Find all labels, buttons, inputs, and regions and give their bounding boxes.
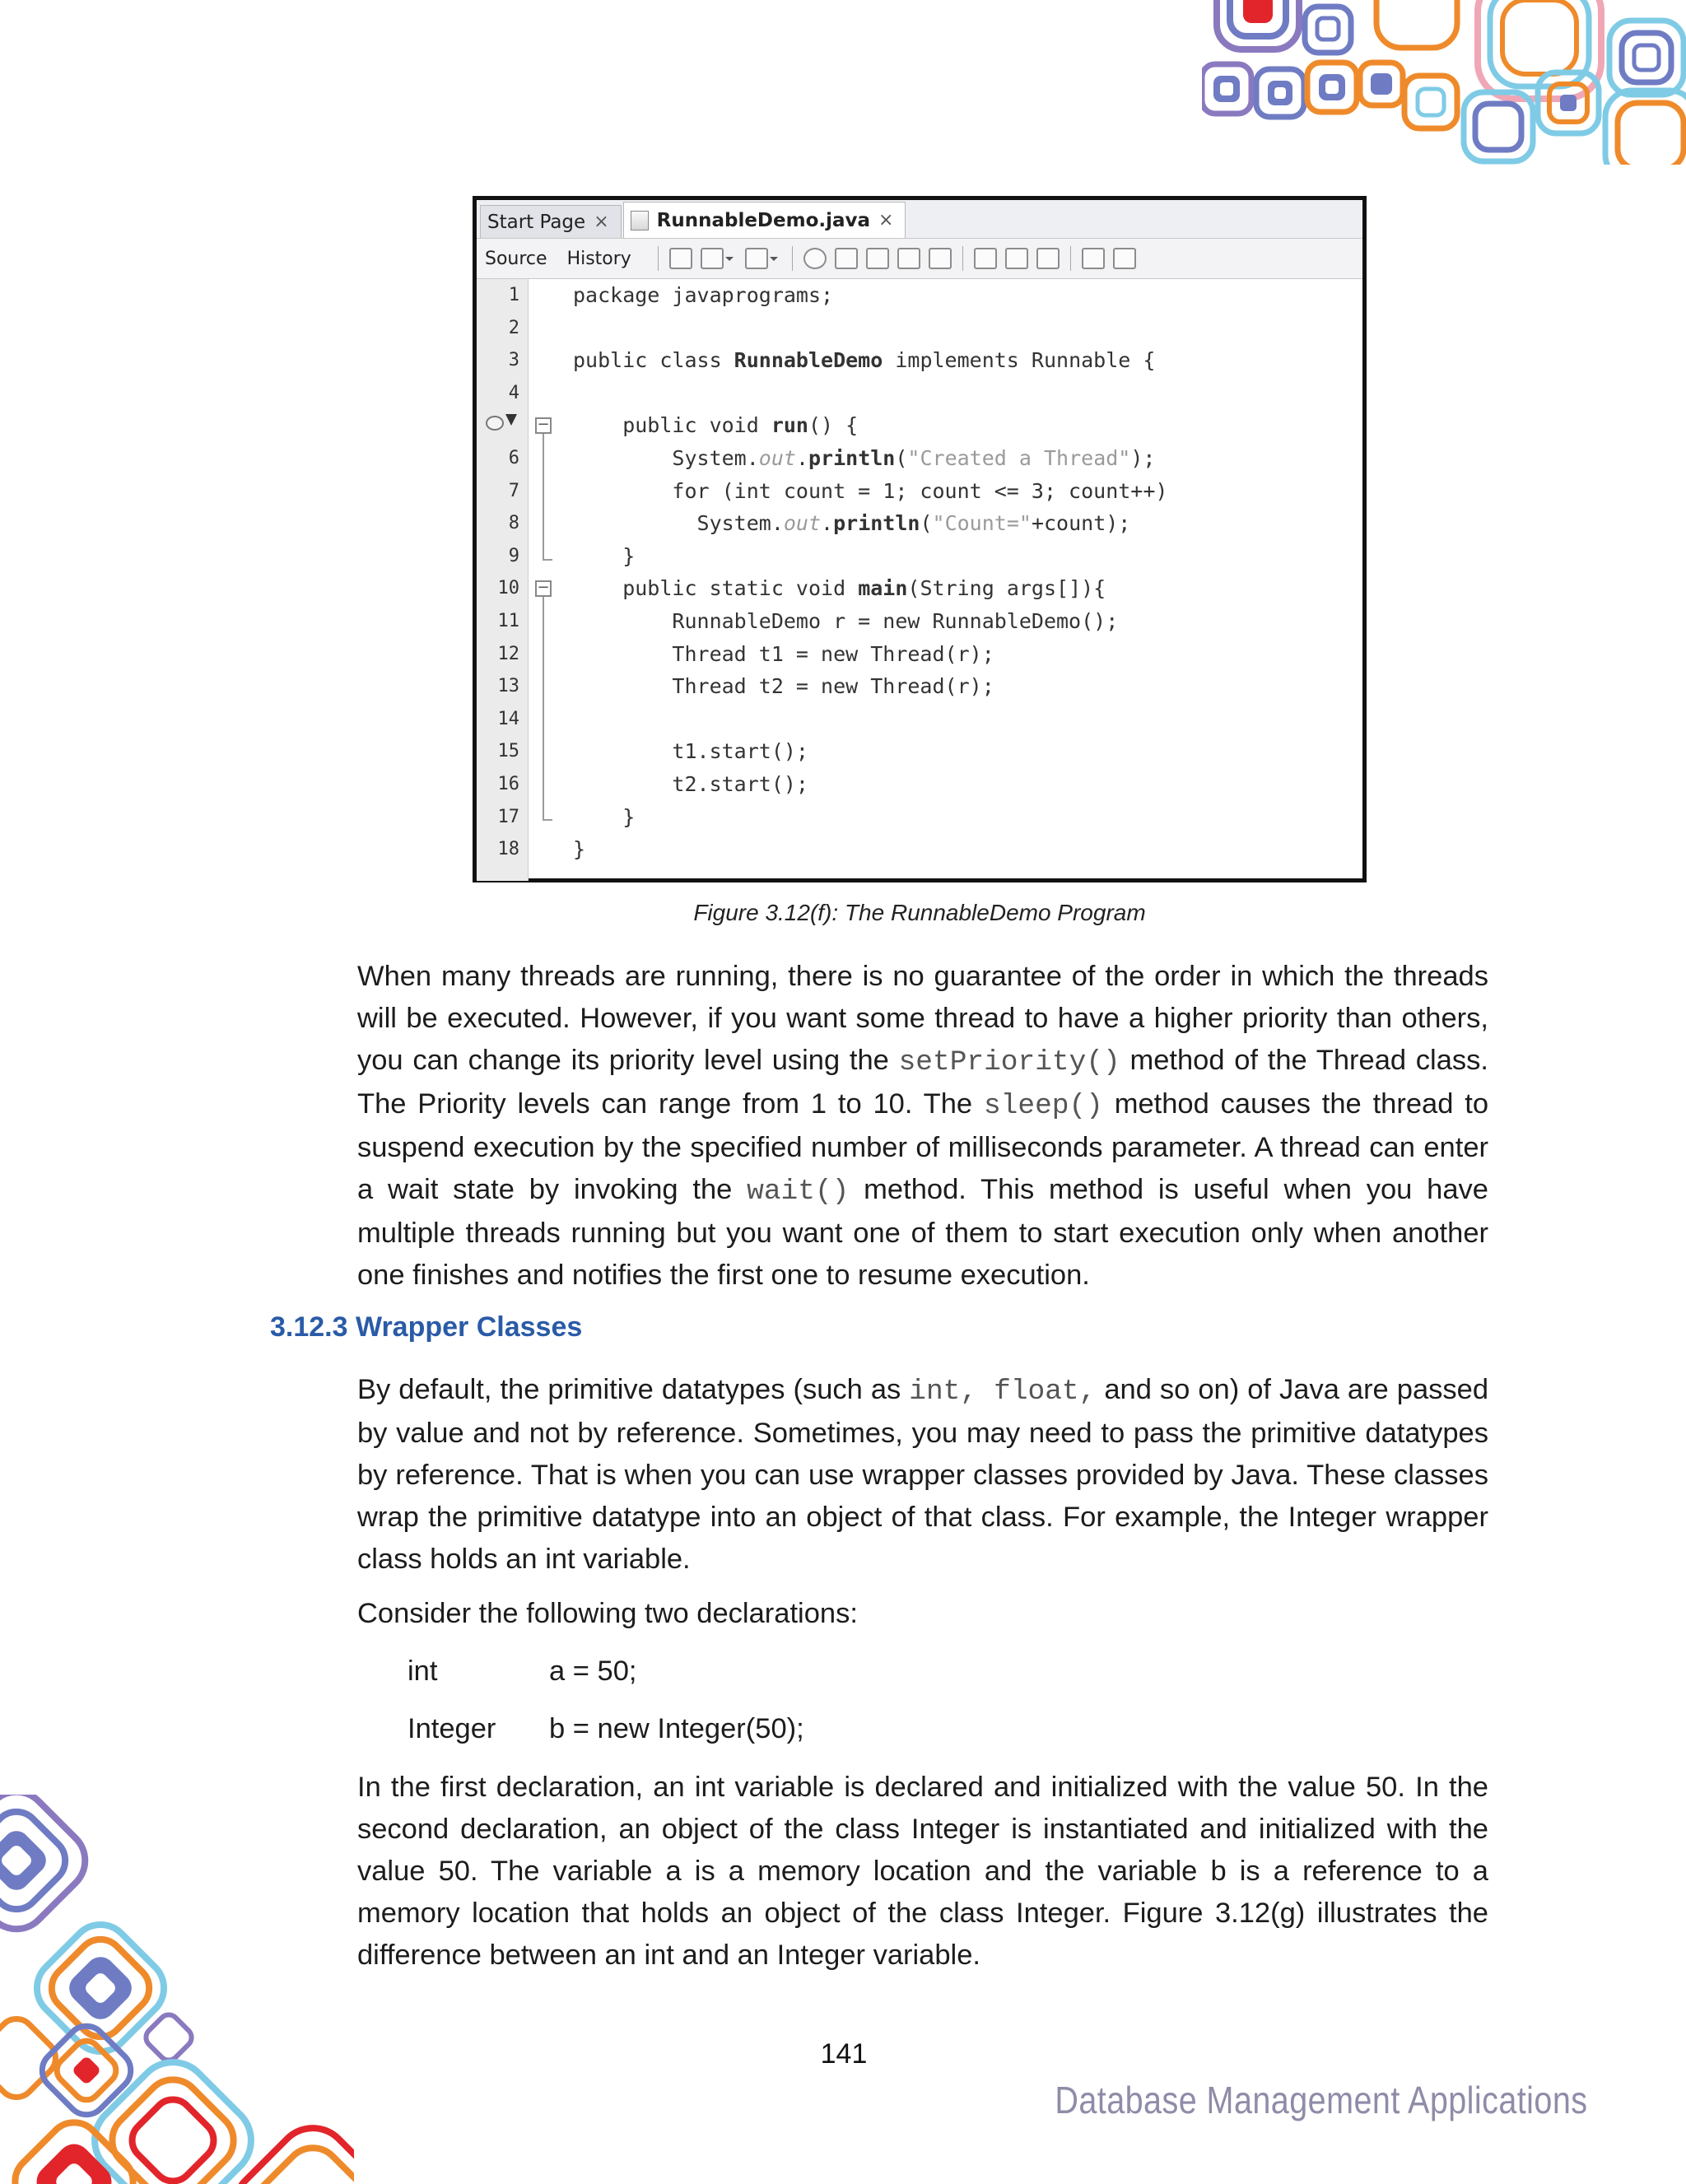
line-number: 12	[497, 643, 519, 664]
arrow-down-icon	[505, 414, 517, 426]
decl-code: a = 50;	[549, 1655, 637, 1687]
code-line: package javaprograms;	[573, 283, 834, 307]
code-line: Thread t1 = new Thread(r);	[573, 641, 994, 666]
find-previous-icon[interactable]	[835, 248, 858, 269]
rectangular-selection-icon[interactable]	[929, 248, 952, 269]
last-edit-icon[interactable]	[669, 248, 692, 269]
source-tab[interactable]: Source	[485, 248, 547, 269]
tab-start-page[interactable]	[480, 205, 622, 238]
paragraph-wrapper-intro	[357, 1369, 1488, 1581]
java-file-icon	[631, 211, 649, 231]
history-tab[interactable]: History	[566, 248, 631, 269]
fold-column	[529, 279, 561, 881]
close-icon[interactable]: ×	[878, 210, 894, 231]
fold-guide	[543, 819, 552, 821]
fold-toggle-icon[interactable]: −	[535, 580, 552, 597]
toggle-highlight-icon[interactable]	[897, 248, 920, 269]
toolbar-separator	[792, 246, 793, 271]
code-line: public class RunnableDemo implements Runnable {	[573, 348, 1156, 373]
inline-code: float,	[994, 1376, 1097, 1408]
inline-code: setPriority()	[898, 1046, 1120, 1078]
text: method. This method is useful when you have multiple threads running but you want one of them to start execution only when another one finishes and notifies the first one to resume execution.	[357, 1174, 1488, 1291]
previous-bookmark-icon[interactable]	[974, 248, 997, 269]
tab-runnabledemo-java[interactable]	[623, 202, 906, 238]
line-number: 4	[508, 382, 519, 403]
toggle-bookmark-icon[interactable]	[1036, 248, 1060, 269]
shift-right-icon[interactable]	[1113, 248, 1136, 269]
text: and so on) of Java are passed by value and not by reference. Sometimes, you may need to pass the primitive datatypes by reference. That is when you can use wrapper classes provided by Java. These classes wrap the primitive datatype into an object of that class. For example, the Integer wrapper class holds an int variable.	[357, 1374, 1489, 1575]
line-number: 14	[497, 708, 519, 729]
code-line: RunnableDemo r = new RunnableDemo();	[573, 608, 1119, 633]
line-number: 6	[508, 447, 519, 468]
section-heading: 3.12.3 Wrapper Classes	[270, 1311, 583, 1343]
code-line: public static void main(String args[]){	[573, 576, 1106, 601]
code-text[interactable]	[561, 279, 1362, 881]
line-number: 9	[508, 545, 519, 566]
text: When many threads are running, there is no guarantee of the order in which the threads will be executed. However, if you want some thread to have a higher priority than others, you can change its priority level using the	[357, 961, 1488, 1076]
tab-label: Start Page	[487, 211, 586, 233]
code-line: System.out.println("Created a Thread");	[573, 445, 1156, 470]
inline-code: int,	[909, 1376, 978, 1408]
implements-method-icon[interactable]	[486, 416, 504, 431]
line-number: 13	[497, 676, 519, 697]
line-number: 17	[497, 806, 519, 827]
decl-code: b = new Integer(50);	[549, 1713, 804, 1744]
ide-screenshot	[473, 196, 1367, 882]
code-line: System.out.println("Count="+count);	[573, 511, 1131, 536]
declaration-int	[408, 1651, 636, 1693]
line-number: 10	[497, 578, 519, 599]
line-number: 11	[497, 610, 519, 631]
code-line	[573, 377, 1362, 410]
fold-guide	[543, 597, 544, 819]
page-number: 141	[820, 2038, 868, 2070]
back-icon[interactable]	[701, 248, 724, 269]
decl-type: int	[408, 1655, 438, 1687]
code-line: }	[573, 543, 636, 568]
toolbar-separator	[658, 246, 659, 271]
toolbar-separator	[962, 246, 963, 271]
editor-toolbar	[477, 239, 1362, 279]
code-line	[573, 312, 1362, 345]
figure-caption: Figure 3.12(f): The RunnableDemo Program	[693, 900, 1146, 925]
code-line: t1.start();	[573, 739, 808, 764]
tab-label: RunnableDemo.java	[656, 209, 871, 231]
decorative-squares-bottom	[0, 1795, 354, 2184]
line-number: 7	[508, 480, 519, 501]
find-icon[interactable]	[803, 248, 827, 269]
inline-code: wait()	[747, 1176, 850, 1208]
code-line: Thread t2 = new Thread(r);	[573, 674, 994, 699]
code-line: public void run() {	[573, 413, 859, 438]
close-icon[interactable]: ×	[594, 212, 609, 232]
find-next-icon[interactable]	[866, 248, 889, 269]
next-bookmark-icon[interactable]	[1005, 248, 1028, 269]
line-number: 8	[508, 513, 519, 534]
line-number: 2	[508, 317, 519, 338]
code-line: }	[573, 804, 636, 829]
decl-type: Integer	[408, 1713, 496, 1744]
line-number-gutter	[477, 279, 529, 881]
fold-guide	[543, 434, 544, 559]
code-line: }	[573, 837, 586, 862]
paragraph-declarations-explained: In the first declaration, an int variable is declared and initialized with the value 50. In the second declaration, an object of the class Integer is instantiated and initialized with the value 50. The variable a is a memory location and the variable b is a reference to a memory location that holds an object of the class Integer. Figure 3.12(g) illustrates the difference between an int and an Integer variable.	[357, 1772, 1488, 1971]
paragraph-thread-priority	[357, 956, 1488, 1297]
shift-left-icon[interactable]	[1082, 248, 1105, 269]
footer-book-title: Database Management Applications	[1054, 2079, 1587, 2121]
editor-tab-bar	[477, 200, 1362, 239]
code-line	[573, 703, 1362, 736]
line-number: 1	[508, 285, 519, 305]
inline-code: sleep()	[983, 1090, 1103, 1122]
code-editor[interactable]	[477, 279, 1362, 881]
text: By default, the primitive datatypes (such as	[357, 1374, 910, 1405]
code-line: t2.start();	[573, 771, 808, 796]
decorative-squares-top	[1202, 0, 1686, 165]
forward-icon[interactable]	[745, 248, 768, 269]
text: method of the Thread class. The Priority levels can range from 1 to 10. The	[357, 1045, 1488, 1120]
declaration-integer	[408, 1708, 804, 1750]
text: method causes the thread to suspend execution by the specified number of milliseconds parameter. A thread can enter a wait state by invoking the	[357, 1088, 1489, 1205]
line-number: 3	[508, 350, 519, 371]
paragraph-declarations-intro: Consider the following two declarations:	[357, 1598, 858, 1629]
fold-toggle-icon[interactable]: −	[535, 417, 552, 434]
toolbar-separator	[1070, 246, 1071, 271]
line-number: 16	[497, 773, 519, 794]
fold-guide	[543, 559, 552, 561]
line-number: 18	[497, 839, 519, 860]
code-line: for (int count = 1; count <= 3; count++)	[573, 478, 1168, 503]
line-number: 15	[497, 741, 519, 762]
